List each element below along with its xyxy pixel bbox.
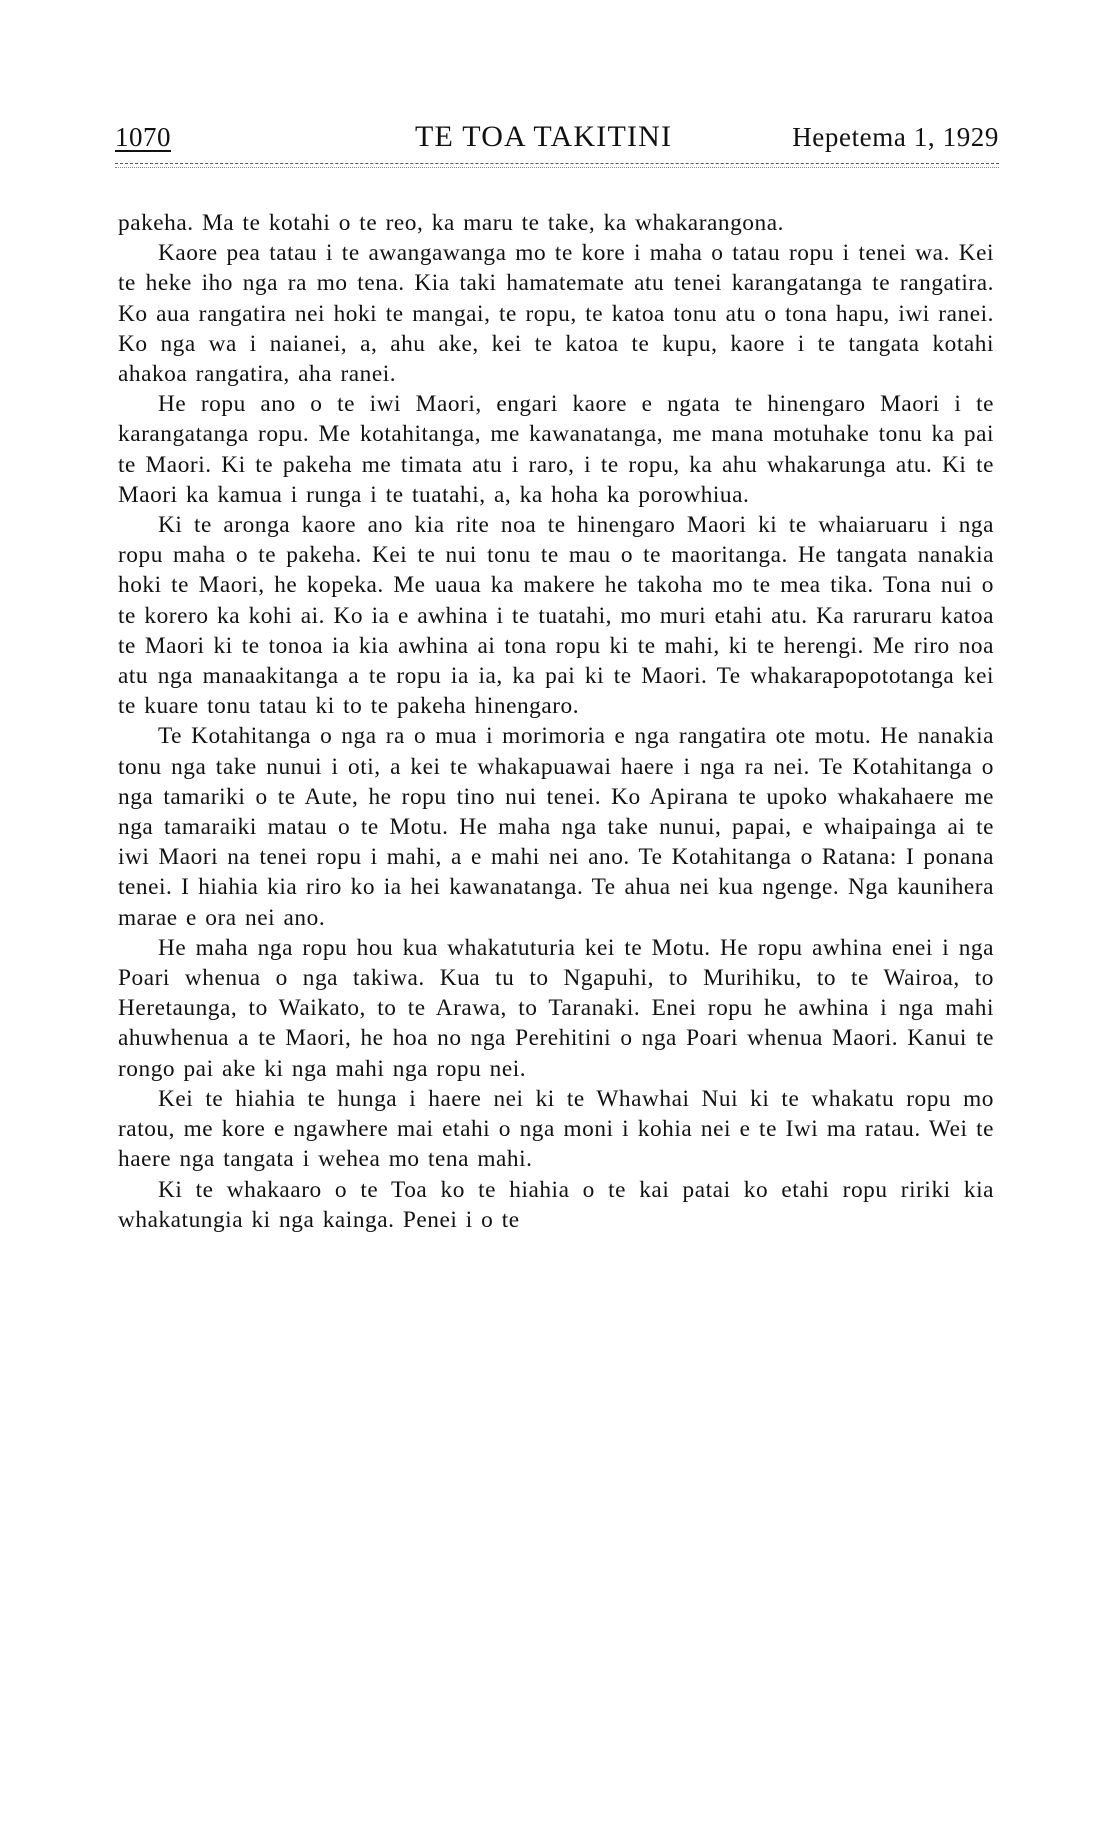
journal-title: TE TOA TAKITINI (415, 120, 673, 153)
paragraph: Kaore pea tatau i te awangawanga mo te kore i maha o tatau ropu i tenei wa. Kei te heke iho nga ra mo tena. Kia taki hamatemate atu tenei karangatanga te rangatira. Ko aua rangatira nei hoki te mangai, te ropu, te katoa tonu atu o tona hapu, iwi ranei. Ko nga wa i naianei, a, ahu ake, kei te katoa te kupu, kaore i te tangata kotahi ahakoa rangatira, aha ranei. (118, 240, 994, 388)
page-header (115, 122, 999, 158)
paragraph: Te Kotahitanga o nga ra o mua i morimoria e nga rangatira ote motu. He nanakia tonu nga take nunui i oti, a kei te whakapuawai haere i nga ra nei. Te Kotahitanga o nga tamariki o te Aute, he ropu tino nui tenei. Ko Apirana te upoko whakahaere me nga tamaraiki matau o te Motu. He maha nga take nunui, papai, e whaipainga ai te iwi Maori na tenei ropu i mahi, a e mahi nei ano. Te Kotahitanga o Ratana: I ponana tenei. I hiahia kia riro ko ia hei kawanatanga. Te ahua nei kua ngenge. Nga kaunihera marae e ora nei ano. (118, 723, 994, 931)
paragraph: Ki te whakaaro o te Toa ko te hiahia o te kai patai ko etahi ropu ririki kia whakatungia ki nga kainga. Penei i o te (118, 1176, 994, 1233)
paragraph: He maha nga ropu hou kua whakatuturia kei te Motu. He ropu awhina enei i nga Poari whenua o nga takiwa. Kua tu to Ngapuhi, to Murihiku, to te Wairoa, to Heretaunga, to Waikato, to te Arawa, to Taranaki. Enei ropu he awhina i nga mahi ahuwhenua a te Maori, he hoa no nga Perehitini o nga Poari whenua Maori. Kanui te rongo pai ake ki nga mahi nga ropu nei. (118, 934, 994, 1082)
paragraph: Kei te hiahia te hunga i haere nei ki te Whawhai Nui ki te whakatu ropu mo ratou, me kore e ngawhere mai etahi o nga moni i kohia nei e te Iwi ma ratau. Wei te haere nga tangata i wehea mo tena mahi. (118, 1085, 994, 1173)
issue-date: Hepetema 1, 1929 (792, 122, 999, 152)
article-body (118, 208, 994, 1235)
page-number: 1070 (115, 122, 171, 152)
header-rule (115, 163, 999, 164)
header-rule-secondary (115, 167, 999, 168)
paragraph: Ki te aronga kaore ano kia rite noa te hinengaro Maori ki te whaiaruaru i nga ropu maha o te pakeha. Kei te nui tonu te mau o te maoritanga. He tangata nanakia hoki te Maori, he kopeka. Me uaua ka makere he takoha mo te mea tika. Tona nui o te korero ka kohi ai. Ko ia e awhina i te tuatahi, mo muri etahi atu. Ka raruraru katoa te Maori ki te tonoa ia kia awhina ai tona ropu ki te mahi, ki te herengi. Me riro noa atu nga manaakitanga a te ropu ia ia, ka pai ki te Maori. Te whakarapopototanga kei te kuare tonu tatau ki to te pakeha hinengaro. (118, 512, 994, 720)
paragraph: pakeha. Ma te kotahi o te reo, ka maru te take, ka whakarangona. (118, 210, 784, 236)
paragraph: He ropu ano o te iwi Maori, engari kaore e ngata te hinengaro Maori i te karangatanga ropu. Me kotahitanga, me kawanatanga, me mana motuhake tonu ka pai te Maori. Ki te pakeha me timata atu i raro, i te ropu, ka ahu whakarunga atu. Ki te Maori ka kamua i runga i te tuatahi, a, ka hoha ka porowhiua. (118, 391, 994, 508)
